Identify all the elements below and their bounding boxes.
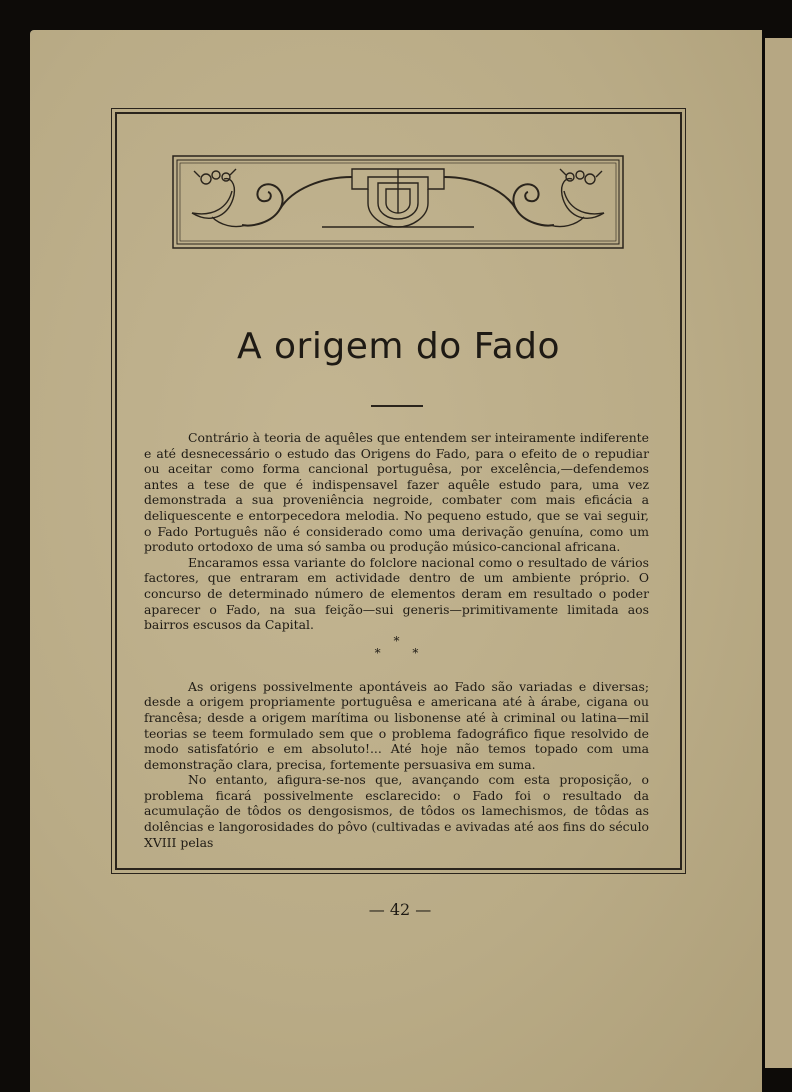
separator-stars-bottom: * * xyxy=(374,645,419,660)
article-body xyxy=(144,430,649,850)
page-number: — 42 — xyxy=(368,900,432,919)
page-title: A origem do Fado xyxy=(236,326,561,367)
right-cornucopia-icon xyxy=(550,169,604,227)
title-divider xyxy=(371,405,423,407)
separator-star-top: * xyxy=(393,633,400,648)
paragraph: Contrário à teoria de aquêles que entendem ser inteiramente indiferente e até desnecessário o estudo das Origens do Fado, para o efeito de o repudiar ou aceitar como forma cancional portuguêsa, por excelência,—defendemos antes a tese de que é indispensavel fazer aquêle estudo para, uma vez demonstrada a sua proveniência negroide, combater com mais eficácia a deliquescente e entorpecedora melodia. No pequeno estudo, que se vai seguir, o Fado Português não é considerado como uma derivação genuína, como um produto ortodoxo de uma só samba ou produção músico-cancional africana. xyxy=(144,430,649,555)
paragraph: No entanto, afigura-se-nos que, avançando com esta proposição, o problema ficará possivelmente esclarecido: o Fado foi o resultado da acumulação de tôdos os dengosismos, de tôdos os lamechismos, de tôdas as dolências e langorosidades do pôvo (cultivadas e avivadas até aos fins do século XVIII pelas xyxy=(144,772,649,850)
left-cornucopia-icon xyxy=(192,169,246,227)
adjacent-page-edge xyxy=(765,38,792,1068)
paragraph: As origens possivelmente apontáveis ao Fado são variadas e diversas; desde a origem propriamente portuguêsa e americana até à árabe, cigana ou francêsa; desde a origem marítima ou lisbonense até à criminal ou latina—mil teorias se teem formulado sem que o problema fadográfico fique resolvido de modo satisfatório e em absoluto!... Até hoje não temos topado com uma demonstração clara, precisa, fortemente persuasiva em suma. xyxy=(144,678,649,772)
paragraph: Encaramos essa variante do folclore nacional como o resultado de vários factores, que entraram em actividade dentro de um ambiente próprio. O concurso de determinado número de elementos deram em resultado o poder aparecer o Fado, na sua feição—sui generis—primitivamente limitada aos bairros escusos da Capital. xyxy=(144,554,649,633)
cornucopia-ornament xyxy=(172,155,624,249)
section-separator xyxy=(144,635,649,659)
